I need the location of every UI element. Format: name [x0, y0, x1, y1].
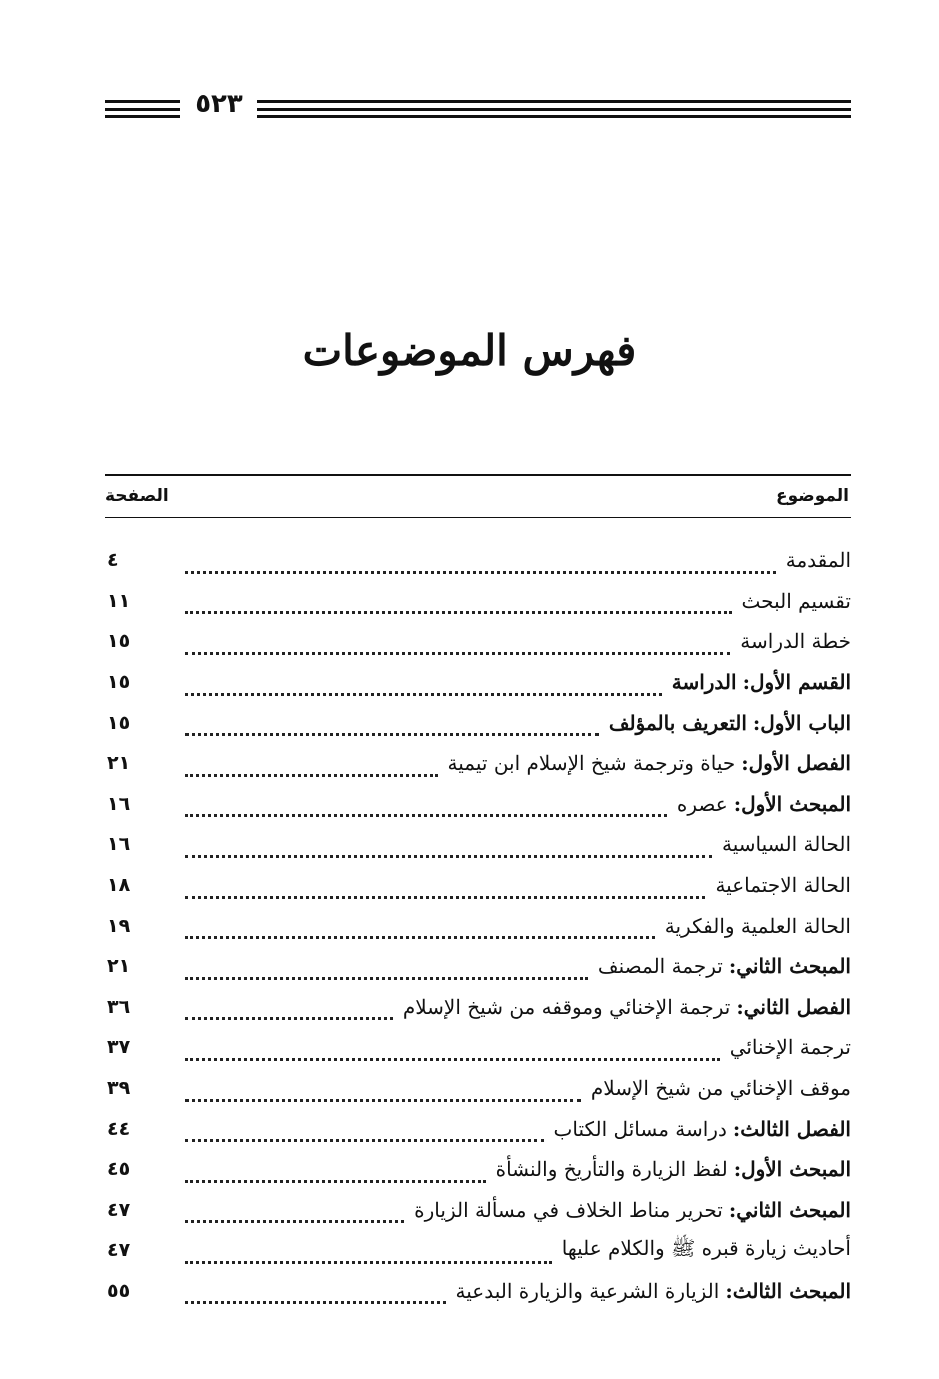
- toc-entry-heading: الفصل الثالث:: [732, 1116, 851, 1141]
- toc-entry-title: أحاديث زيارة قبره ﷺ والكلام عليها: [561, 1235, 851, 1260]
- toc-entry-title: دراسة مسائل الكتاب: [553, 1116, 727, 1141]
- toc-dot-leader: [185, 673, 662, 696]
- toc-page-number: ١٥: [107, 671, 131, 694]
- toc-entry: [591, 1076, 851, 1100]
- toc-page-number: ١٨: [107, 874, 131, 897]
- toc-dot-leader: [185, 1079, 581, 1102]
- toc-row: [105, 865, 851, 906]
- toc-entry-title: الحالة العلمية والفكرية: [664, 913, 851, 938]
- toc-dot-leader: [185, 551, 776, 574]
- toc-row: [105, 621, 851, 662]
- toc-dot-leader: [185, 1200, 404, 1223]
- toc-page-number: ١٥: [107, 711, 131, 734]
- toc-page-number: ١٥: [107, 630, 131, 653]
- toc-page-number: ٤: [107, 549, 119, 572]
- toc-page-number: ٢١: [107, 955, 131, 978]
- toc-page-number: ٣٧: [107, 1036, 131, 1059]
- toc-entry-heading: القسم الأول:: [742, 670, 851, 695]
- toc-dot-leader: [185, 1160, 486, 1183]
- toc-entry-title: لفظ الزيارة والتأريخ والنشأة: [495, 1157, 728, 1182]
- toc-page-number: ١١: [107, 589, 131, 612]
- toc-row: [105, 905, 851, 946]
- toc-entry-title: الحالة الاجتماعية: [715, 873, 851, 898]
- toc-entry-heading: الباب الأول:: [752, 710, 851, 735]
- table-of-contents: [105, 540, 851, 1311]
- toc-page-number: ١٩: [107, 914, 131, 937]
- toc-dot-leader: [185, 794, 667, 817]
- toc-page-number: ٤٤: [107, 1117, 131, 1140]
- toc-entry: [730, 1035, 851, 1059]
- toc-entry-title: ترجمة المصنف: [597, 954, 723, 979]
- toc-entry-heading: الفصل الثاني:: [736, 994, 851, 1019]
- page-number: ٥٢٣: [195, 89, 243, 119]
- toc-row: [105, 1271, 851, 1312]
- toc-entry: [786, 548, 851, 572]
- toc-entry: [403, 995, 851, 1019]
- toc-row: [105, 1027, 851, 1068]
- toc-page-number: ٤٧: [107, 1239, 131, 1262]
- toc-row: [105, 581, 851, 622]
- toc-entry-title: تحرير مناط الخلاف في مسألة الزيارة: [414, 1197, 723, 1222]
- toc-dot-leader: [185, 754, 438, 777]
- toc-entry: [722, 832, 851, 856]
- table-header-rule: [105, 517, 851, 518]
- toc-entry-title: موقف الإخنائي من شيخ الإسلام: [590, 1076, 851, 1101]
- toc-row: [105, 946, 851, 987]
- toc-page-number: ١٦: [107, 833, 131, 856]
- toc-entry-heading: المبحث الأول:: [733, 791, 851, 816]
- toc-entry-heading: الفصل الأول:: [741, 751, 851, 776]
- column-header-topic: الموضوع: [776, 486, 849, 506]
- toc-dot-leader: [185, 1038, 720, 1061]
- toc-row: [105, 702, 851, 743]
- toc-entry: [742, 589, 851, 613]
- page-title: فهرس الموضوعات: [302, 326, 637, 375]
- toc-page-number: ٥٥: [107, 1279, 131, 1302]
- table-top-rule: [105, 474, 851, 476]
- toc-row: [105, 987, 851, 1028]
- toc-page-number: ١٦: [107, 792, 131, 815]
- column-header-page: الصفحة: [105, 486, 169, 506]
- toc-entry: [740, 629, 851, 653]
- toc-entry-title: الدراسة: [671, 670, 737, 695]
- toc-entry-title: ترجمة الإخنائي وموقفه من شيخ الإسلام: [402, 994, 731, 1019]
- toc-entry: [554, 1117, 851, 1141]
- toc-page-number: ٤٥: [107, 1158, 131, 1181]
- toc-dot-leader: [185, 835, 712, 858]
- toc-entry: [562, 1236, 851, 1265]
- toc-dot-leader: [185, 632, 730, 655]
- toc-dot-leader: [185, 1241, 552, 1264]
- toc-row: [105, 1190, 851, 1231]
- toc-dot-leader: [185, 916, 655, 939]
- toc-entry-heading: المبحث الأول:: [733, 1157, 851, 1182]
- toc-row: [105, 1108, 851, 1149]
- toc-entry: [715, 873, 851, 897]
- toc-page-number: ٢١: [107, 752, 131, 775]
- toc-dot-leader: [185, 957, 588, 980]
- toc-entry-heading: المبحث الثاني:: [728, 954, 851, 979]
- toc-row: [105, 743, 851, 784]
- toc-entry: [598, 954, 851, 978]
- toc-entry: [496, 1157, 851, 1181]
- toc-entry-title: المقدمة: [785, 548, 851, 573]
- toc-entry-title: خطة الدراسة: [740, 629, 851, 654]
- toc-dot-leader: [185, 713, 599, 736]
- toc-row: [105, 1149, 851, 1190]
- toc-entry-heading: المبحث الثالث:: [725, 1278, 851, 1303]
- toc-dot-leader: [185, 997, 393, 1020]
- toc-row: [105, 1230, 851, 1271]
- header-rule-left: [105, 100, 180, 118]
- toc-page-number: ٣٩: [107, 1077, 131, 1100]
- toc-entry-title: حياة وترجمة شيخ الإسلام ابن تيمية: [447, 751, 736, 776]
- toc-entry: [665, 914, 851, 938]
- toc-row: [105, 824, 851, 865]
- page-header: [105, 89, 851, 120]
- toc-dot-leader: [185, 876, 705, 899]
- toc-row: [105, 784, 851, 825]
- toc-entry: [456, 1279, 851, 1303]
- toc-entry-title: تقسيم البحث: [741, 588, 851, 613]
- toc-dot-leader: [185, 1119, 544, 1142]
- toc-page-number: ٤٧: [107, 1198, 131, 1221]
- toc-dot-leader: [185, 1281, 446, 1304]
- toc-entry: [448, 751, 851, 775]
- toc-entry-heading: المبحث الثاني:: [728, 1197, 851, 1222]
- toc-dot-leader: [185, 591, 732, 614]
- toc-entry: [414, 1198, 851, 1222]
- toc-entry-title: ترجمة الإخنائي: [729, 1035, 851, 1060]
- toc-page-number: ٣٦: [107, 995, 131, 1018]
- toc-row: [105, 662, 851, 703]
- toc-entry-title: الحالة السياسية: [722, 832, 851, 857]
- toc-row: [105, 1068, 851, 1109]
- toc-entry: [677, 792, 851, 816]
- toc-row: [105, 540, 851, 581]
- toc-entry: [672, 670, 851, 694]
- header-rule-right: [257, 100, 851, 118]
- toc-entry-title: التعريف بالمؤلف: [608, 710, 747, 735]
- toc-entry-title: عصره: [676, 791, 728, 816]
- toc-entry-title: الزيارة الشرعية والزيارة البدعية: [455, 1278, 720, 1303]
- toc-entry: [609, 711, 851, 735]
